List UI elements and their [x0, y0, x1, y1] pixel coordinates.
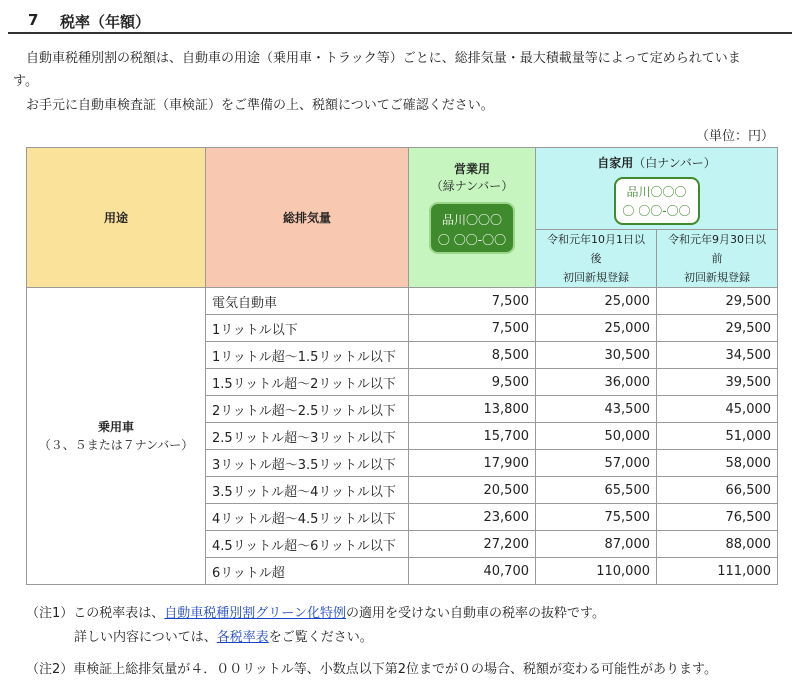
displacement-cell: 2.5リットル超～3リットル以下	[206, 423, 409, 450]
tax-rate-table	[26, 147, 778, 585]
green-plate-line1: 品川〇〇〇	[441, 213, 502, 227]
table-row	[27, 288, 778, 315]
intro-line-2: す。	[13, 74, 38, 89]
private-after-rate-cell: 110,000	[536, 558, 657, 585]
note-1b	[74, 629, 373, 647]
displacement-cell: 1リットル以下	[206, 315, 409, 342]
category-detail: （３、５または７ナンバー）	[38, 438, 194, 452]
private-after-rate-cell: 75,500	[536, 504, 657, 531]
header-private	[536, 148, 778, 230]
private-before-rate-cell: 45,000	[657, 396, 778, 423]
green-plate-icon	[429, 202, 515, 254]
private-after-rate-cell: 43,500	[536, 396, 657, 423]
header-private-after	[536, 230, 657, 288]
header-use: 用途	[27, 148, 206, 288]
note-1b-pre: 詳しい内容については、	[74, 630, 217, 645]
displacement-cell: 3リットル超～3.5リットル以下	[206, 450, 409, 477]
displacement-cell: 電気自動車	[206, 288, 409, 315]
section-number: 7	[28, 11, 39, 29]
header-private-before	[657, 230, 778, 288]
displacement-cell: 3.5リットル超～4リットル以下	[206, 477, 409, 504]
business-rate-cell: 8,500	[409, 342, 536, 369]
business-title: 営業用	[453, 162, 490, 176]
before-line1: 令和元年9月30日以前	[668, 233, 766, 265]
business-rate-cell: 15,700	[409, 423, 536, 450]
private-before-rate-cell: 29,500	[657, 288, 778, 315]
private-before-rate-cell: 66,500	[657, 477, 778, 504]
intro-line-1: 自動車税種別割の税額は、自動車の用途（乗用車・トラック等）ごとに、総排気量・最大積載量等によって定められていま	[26, 51, 741, 66]
private-after-rate-cell: 57,000	[536, 450, 657, 477]
private-after-rate-cell: 65,500	[536, 477, 657, 504]
business-rate-cell: 13,800	[409, 396, 536, 423]
category-name: 乗用車	[97, 420, 134, 434]
note-1b-post: をご覧ください。	[268, 630, 373, 645]
green-tax-special-link[interactable]: 自動車税種別割グリーン化特例	[164, 606, 347, 621]
section-heading	[8, 6, 792, 34]
header-business	[409, 148, 536, 288]
business-subtitle: （緑ナンバー）	[430, 179, 514, 193]
private-subtitle: （白ナンバー）	[633, 156, 716, 170]
header-displacement: 総排気量	[206, 148, 409, 288]
green-plate-line2: 〇 〇〇-〇〇	[437, 233, 507, 247]
displacement-cell: 2リットル超～2.5リットル以下	[206, 396, 409, 423]
displacement-cell: 1リットル超～1.5リットル以下	[206, 342, 409, 369]
private-after-rate-cell: 50,000	[536, 423, 657, 450]
displacement-cell: 1.5リットル超～2リットル以下	[206, 369, 409, 396]
business-rate-cell: 7,500	[409, 315, 536, 342]
business-rate-cell: 9,500	[409, 369, 536, 396]
private-before-rate-cell: 76,500	[657, 504, 778, 531]
business-rate-cell: 23,600	[409, 504, 536, 531]
private-before-rate-cell: 88,000	[657, 531, 778, 558]
after-line2: 初回新規登録	[563, 271, 629, 284]
white-plate-line2: 〇 〇〇-〇〇	[622, 204, 691, 218]
private-before-rate-cell: 58,000	[657, 450, 778, 477]
white-plate-line1: 品川〇〇〇	[626, 185, 687, 199]
private-title: 自家用	[597, 156, 634, 170]
white-plate-icon	[614, 177, 700, 225]
note-1-post: の適用を受けない自動車の税率の抜粋です。	[346, 606, 606, 621]
unit-label: （単位：円）	[695, 129, 774, 144]
private-after-rate-cell: 87,000	[536, 531, 657, 558]
note-1	[26, 605, 605, 623]
private-before-rate-cell: 29,500	[657, 315, 778, 342]
private-after-rate-cell: 25,000	[536, 288, 657, 315]
displacement-cell: 4リットル超～4.5リットル以下	[206, 504, 409, 531]
note-2	[26, 661, 717, 679]
before-line2: 初回新規登録	[684, 271, 750, 284]
intro-line-3: お手元に自動車検査証（車検証）をご準備の上、税額についてご確認ください。	[26, 98, 494, 113]
after-line1: 令和元年10月1日以後	[547, 233, 645, 265]
table-header-row	[27, 148, 778, 230]
business-rate-cell: 7,500	[409, 288, 536, 315]
private-after-rate-cell: 30,500	[536, 342, 657, 369]
private-after-rate-cell: 25,000	[536, 315, 657, 342]
private-before-rate-cell: 34,500	[657, 342, 778, 369]
business-rate-cell: 27,200	[409, 531, 536, 558]
private-after-rate-cell: 36,000	[536, 369, 657, 396]
note-1-label: （注1）	[26, 606, 74, 621]
displacement-cell: 4.5リットル超～6リットル以下	[206, 531, 409, 558]
tax-rate-tables-link[interactable]: 各税率表	[216, 630, 269, 645]
section-title: 税率（年額）	[60, 13, 151, 31]
note-2-text: 車検証上総排気量が４．００リットル等、小数点以下第2位までが０の場合、税額が変わる可能性があります。	[73, 662, 717, 677]
business-rate-cell: 17,900	[409, 450, 536, 477]
displacement-cell: 6リットル超	[206, 558, 409, 585]
category-cell	[27, 288, 206, 585]
note-2-label: （注2）	[26, 662, 74, 677]
private-before-rate-cell: 39,500	[657, 369, 778, 396]
business-rate-cell: 40,700	[409, 558, 536, 585]
private-before-rate-cell: 51,000	[657, 423, 778, 450]
business-rate-cell: 20,500	[409, 477, 536, 504]
private-before-rate-cell: 111,000	[657, 558, 778, 585]
note-1-pre: この税率表は、	[73, 606, 165, 621]
